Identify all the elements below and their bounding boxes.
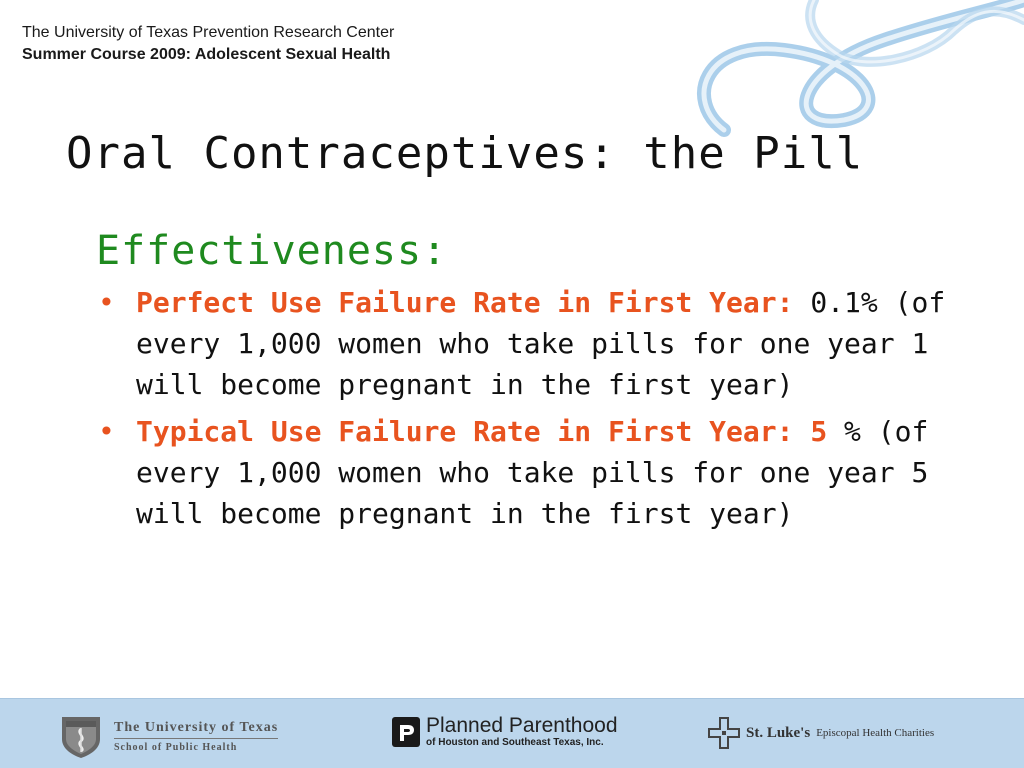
bullet-highlight-value: 5 — [810, 415, 828, 448]
bullet-highlight-label: Perfect Use Failure Rate in First Year: — [136, 286, 794, 319]
pp-logo-name: Planned Parenthood — [426, 714, 618, 737]
header-course: Summer Course 2009: Adolescent Sexual Health — [22, 46, 391, 63]
ut-school-public-health-logo — [58, 713, 278, 759]
st-lukes-cross-icon — [708, 717, 740, 749]
bullet-text: % (of every 1,000 women who take pills for one year 5 will become pregnant in the first year) — [136, 415, 929, 530]
bullet-icon: • — [98, 286, 115, 319]
ut-logo-name: The University of Texas — [114, 720, 278, 739]
section-heading: Effectiveness: — [96, 228, 448, 274]
slide-title: Oral Contraceptives: the Pill — [66, 128, 864, 179]
university-seal-icon — [58, 713, 104, 759]
bullet-item — [96, 282, 976, 405]
planned-parenthood-logo — [392, 715, 618, 749]
bullet-item — [96, 411, 976, 534]
bullet-text: 0.1% (of every 1,000 women who take pills for one year 1 will become pregnant in the first year) — [136, 286, 946, 401]
ribbon-decoration-icon — [664, 0, 1024, 140]
st-lukes-logo — [708, 717, 934, 749]
pp-logo-sub: of Houston and Southeast Texas, Inc. — [426, 737, 604, 748]
bullet-icon: • — [98, 415, 115, 448]
slide-content — [96, 228, 976, 540]
st-lukes-name: St. Luke's — [746, 724, 811, 741]
course-header — [22, 22, 394, 66]
ut-logo-school: School of Public Health — [114, 741, 238, 753]
sponsor-footer — [0, 698, 1024, 768]
st-lukes-sub: Episcopal Health Charities — [816, 727, 935, 739]
header-institution: The University of Texas Prevention Research Center — [22, 24, 395, 41]
bullet-highlight-label: Typical Use Failure Rate in First Year: — [136, 415, 794, 448]
planned-parenthood-logo-icon — [392, 717, 420, 747]
